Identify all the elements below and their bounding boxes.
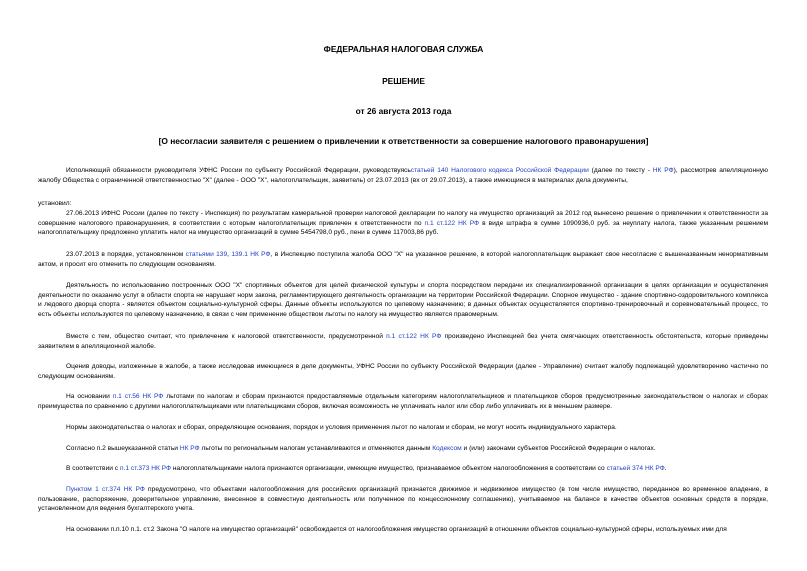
link-nk-rf[interactable]: НК РФ [652,167,674,174]
doc-subject: [О несогласии заявителя с решением о привлечении к ответственности за совершение налогового правонарушения] [158,136,649,146]
paragraph-activity: Деятельность по использованию построенных ООО "Х" спортивных объектов для целей физической культуры и спорта посредством передачи их специализированной организации в целях организации и осуществления деятельности по оказанию услуг в области спорта не нарушает норм закона, регламентирующего деятельность организации на территории Российской Федерации. Спорное имущество - здание спортивно-оздоровительного комплекса и ледового дворца спорта - является объектом социально-культурной сферы. Данные объекты используются по целевому назначению; в данных объектах осуществляется спортивно-тренировочный и соревновательный процесс, то есть объекты используются по целевому назначению, в связи с чем применение обществом льготы по налогу на имущество является правомерным. [38,282,768,318]
paragraph-exemption: На основании п.п.10 п.1. ст.2 Закона "О налоге на имущество организаций" освобождается от налогообложения имущество организаций в отношении объектов социально-культурной сферы, используемых ими для [66,526,727,533]
paragraph-mitigating: Вместе с тем, общество считает, что привлечение к налоговой ответственности, предусмотренной п.1 ст.122 НК РФ произведено Инспекцией без учета смягчающих ответственность обстоятельств, которые приведены заявителем в апелляционной жалобе. [38,333,768,350]
paragraph-complaint: 23.07.2013 в порядке, установленном статьями 139, 139.1 НК РФ, в Инспекцию поступила жалоба ООО "Х" на указанное решение, в которой налогоплательщик выражает свое несогласие с вышеназванным ненормативным актом, и просит его отменить по следующим основаниям. [38,251,768,268]
paragraph-taxpayers: В соответствии с п.1 ст.373 НК РФ налогоплательщиками налога признаются организации, имеющие имущество, признаваемое объектом налогообложения в соответствии со статьей 374 НК РФ. [66,465,667,472]
link-codex[interactable]: Кодексом [432,445,462,452]
paragraph-regional: Согласно п.2 вышеуказанной статьи НК РФ льготы по региональным налогам устанавливаются и отменяются данным Кодексом и (или) законами субъектов Российской Федерации о налогах. [66,445,656,452]
org-title: ФЕДЕРАЛЬНАЯ НАЛОГОВАЯ СЛУЖБА [323,44,484,54]
paragraph-objects: Пунктом 1 ст.374 НК РФ предусмотрено, что объектами налогообложения для российских организаций признается движимое и недвижимое имущество (в том числе имущество, переданное во временное владение, в пользование, распоряжение, доверительное управление, внесенное в совместную деятельность или полученное по концессионному соглашению), учитываемое на балансе в качестве объектов основных средств в порядке, установленном для ведения бухгалтерского учета. [38,486,768,513]
link-p1-art-122[interactable]: п.1 ст.122 НК РФ [424,219,480,227]
link-art-139-1[interactable]: 139.1 НК РФ [231,251,271,258]
paragraph-decision: 27.06.2013 ИФНС России (далее по тексту - Инспекция) по результатам камеральной проверки налоговой декларации по налогу на имущество организаций за 2012 год вынесено решение о привлечении к ответственности за совершение налогового правонарушения, в соответствии с которым налогоплательщик привлечен к ответственности по п.1 ст.122 НК РФ в виде штрафа в сумме 1090936,0 руб. за неуплату налога, также указанным решением налогоплательщику предложено уплатить налог на имущество организаций в сумме 5454798,0 руб., пени в сумме 117003,86 руб. [38,210,768,237]
link-art-139[interactable]: статьями 139 [185,251,228,258]
link-p1-art-56[interactable]: п.1 ст.56 НК РФ [112,393,164,400]
link-nk-rf-b[interactable]: НК РФ [179,445,200,452]
link-art-140[interactable]: статьей 140 Налогового кодекса Российской Федерации [410,167,589,174]
paragraph-norms: Нормы законодательства о налогах и сборах, определяющие основания, порядок и условия применения льгот по налогам и сборам, не могут носить индивидуального характера. [66,424,617,431]
doc-date: от 26 августа 2013 года [355,106,452,116]
paragraph-preamble: Исполняющий обязанности руководителя УФНС России по субъекту Российской Федерации, руководствуясьстатьей 140 Налогового кодекса Российской Федерации (далее по тексту - НК РФ), рассмотрев апелляционную жалобу Общества с ограниченной ответственностью "Х" (далее - ООО "Х", налогоплательщик, заявитель) от 23.07.2013 (вх от 29.07.2013), а также имеющиеся в материалах дела документы, [38,167,769,184]
paragraph-established: установил: [38,200,72,207]
paragraph-benefits: На основании п.1 ст.56 НК РФ льготами по налогам и сборам признаются предоставляемые отдельным категориям налогоплательщиков и плательщиков сборов предусмотренные законодательством о налогах и сборах преимущества по сравнению с другими налогоплательщиками или плательщиками сборов, включая возможность не уплачивать налог или сбор либо уплачивать их в меньшем размере. [38,393,768,410]
doc-type-title: РЕШЕНИЕ [382,76,425,86]
link-art-374[interactable]: статьей 374 НК РФ [606,465,665,472]
paragraph-assessment: Оценив доводы, изложенные в жалобе, а также исследовав имеющиеся в деле документы, УФНС России по субъекту Российской Федерации (далее - Управление) считает жалобу подлежащей удовлетворению частично по следующим основаниям. [38,363,768,380]
link-p1-art-374[interactable]: Пунктом 1 ст.374 НК РФ [66,486,145,493]
link-p1-art-122-b[interactable]: п.1 ст.122 НК РФ [386,333,442,340]
link-p1-art-373[interactable]: п.1 ст.373 НК РФ [119,465,172,472]
